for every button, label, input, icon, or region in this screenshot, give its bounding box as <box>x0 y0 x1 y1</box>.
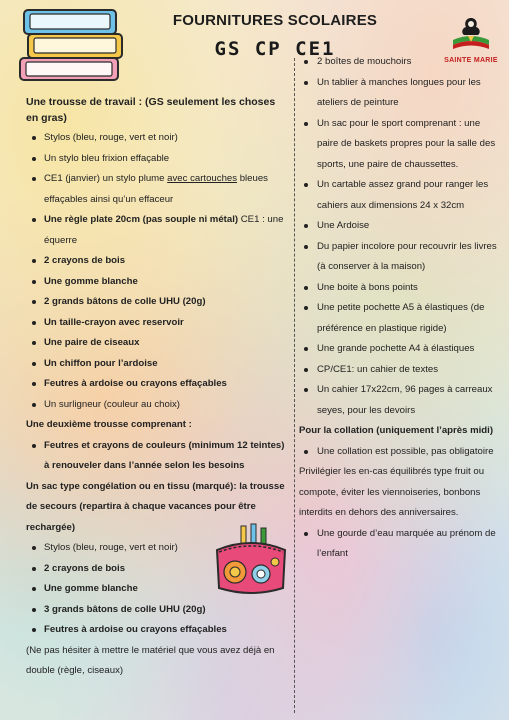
pencil-case-icon <box>211 522 291 598</box>
books-stack-icon <box>16 2 132 86</box>
list-item: Stylos (bleu, rouge, vert et noir) <box>26 128 288 149</box>
list-item: 2 crayons de bois <box>26 251 288 272</box>
list-item: 2 crayons de bois <box>26 559 288 580</box>
list-item: Une gomme blanche <box>26 579 288 600</box>
item-text: bleues effaçables ainsi qu’un effaceur <box>44 173 268 205</box>
page-title: FOURNITURES SCOLAIRES <box>172 12 378 29</box>
list-fournitures-generales <box>299 52 501 421</box>
page-subtitle: GS CP CE1 <box>214 38 336 60</box>
list-item: Une boite à bons points <box>299 278 501 299</box>
list-item: Un cartable assez grand pour ranger les cahiers aux dimensions 24 x 32cm <box>299 175 501 216</box>
note-text: (Ne pas hésiter à mettre le matériel que vous avez déjà en double (règle, ciseaux) <box>26 644 275 676</box>
list-item: Une Ardoise <box>299 216 501 237</box>
list-item <box>26 169 288 210</box>
list-item: Une collation est possible, pas obligatoire <box>299 442 501 463</box>
list-trousse-travail <box>26 128 288 415</box>
right-column <box>299 52 501 565</box>
list-item: Stylos (bleu, rouge, vert et noir) <box>26 538 288 559</box>
logo-text: SAINTE MARIE <box>444 57 498 64</box>
list-item: Une paire de ciseaux <box>26 333 288 354</box>
list-gourde <box>299 524 501 565</box>
list-deuxieme-trousse <box>26 436 288 477</box>
list-item: Un stylo bleu frixion effaçable <box>26 149 288 170</box>
item-text: CE1 : une équerre <box>44 214 284 246</box>
section-title-deuxieme-trousse: Une deuxième trousse comprenant : <box>26 419 192 430</box>
list-item: Un surligneur (couleur au choix) <box>26 395 288 416</box>
section-title-trousse-secours: Un sac type congélation ou en tissu (marqué): la trousse de secours (repartira à chaque vacances pour être rechargée) <box>26 480 285 533</box>
list-item: 2 grands bâtons de colle UHU (20g) <box>26 292 288 313</box>
list-item: CP/CE1: un cahier de textes <box>299 360 501 381</box>
list-item: Un sac pour le sport comprenant : une paire de baskets propres pour la salle des sports, une paire de chaussettes. <box>299 114 501 176</box>
list-item: Feutres et crayons de couleurs (minimum 12 teintes) à renouveler dans l’année selon les besoins <box>26 436 288 477</box>
list-item <box>26 210 288 251</box>
list-item: Un tablier à manches longues pour les ateliers de peinture <box>299 73 501 114</box>
section-title-trousse-travail: Une trousse de travail : (GS seulement les choses en gras) <box>26 96 276 124</box>
list-item: Un chiffon pour l’ardoise <box>26 354 288 375</box>
item-bold-text: Une règle plate 20cm (pas souple ni métal) <box>44 214 239 225</box>
list-item: Une petite pochette A5 à élastiques (de préférence en plastique rigide) <box>299 298 501 339</box>
list-item: 2 boîtes de mouchoirs <box>299 52 501 73</box>
list-item: Un taille-crayon avec reservoir <box>26 313 288 334</box>
list-item: Un cahier 17x22cm, 96 pages à carreaux seyes, pour les devoirs <box>299 380 501 421</box>
list-item: Du papier incolore pour recouvrir les livres (à conserver à la maison) <box>299 237 501 278</box>
item-underlined-text: avec cartouches <box>167 173 238 184</box>
list-item: Feutres à ardoise ou crayons effaçables <box>26 374 288 395</box>
list-collation <box>299 442 501 463</box>
sainte-marie-logo-icon <box>448 14 494 54</box>
list-item: Une gourde d’eau marquée au prénom de l’enfant <box>299 524 501 565</box>
column-divider <box>294 58 295 713</box>
list-item: Une gomme blanche <box>26 272 288 293</box>
list-item: Une grande pochette A4 à élastiques <box>299 339 501 360</box>
list-item: Feutres à ardoise ou crayons effaçables <box>26 620 288 641</box>
section-title-collation: Pour la collation (uniquement l’après midi) <box>299 425 494 436</box>
collation-text: Privilégier les en-cas équilibrés type fruit ou compote, éviter les viennoiseries, bonbons interdits en dehors des anniversaires. <box>299 466 485 518</box>
list-item: 3 grands bâtons de colle UHU (20g) <box>26 600 288 621</box>
item-text: CE1 (janvier) un stylo plume <box>44 173 168 184</box>
